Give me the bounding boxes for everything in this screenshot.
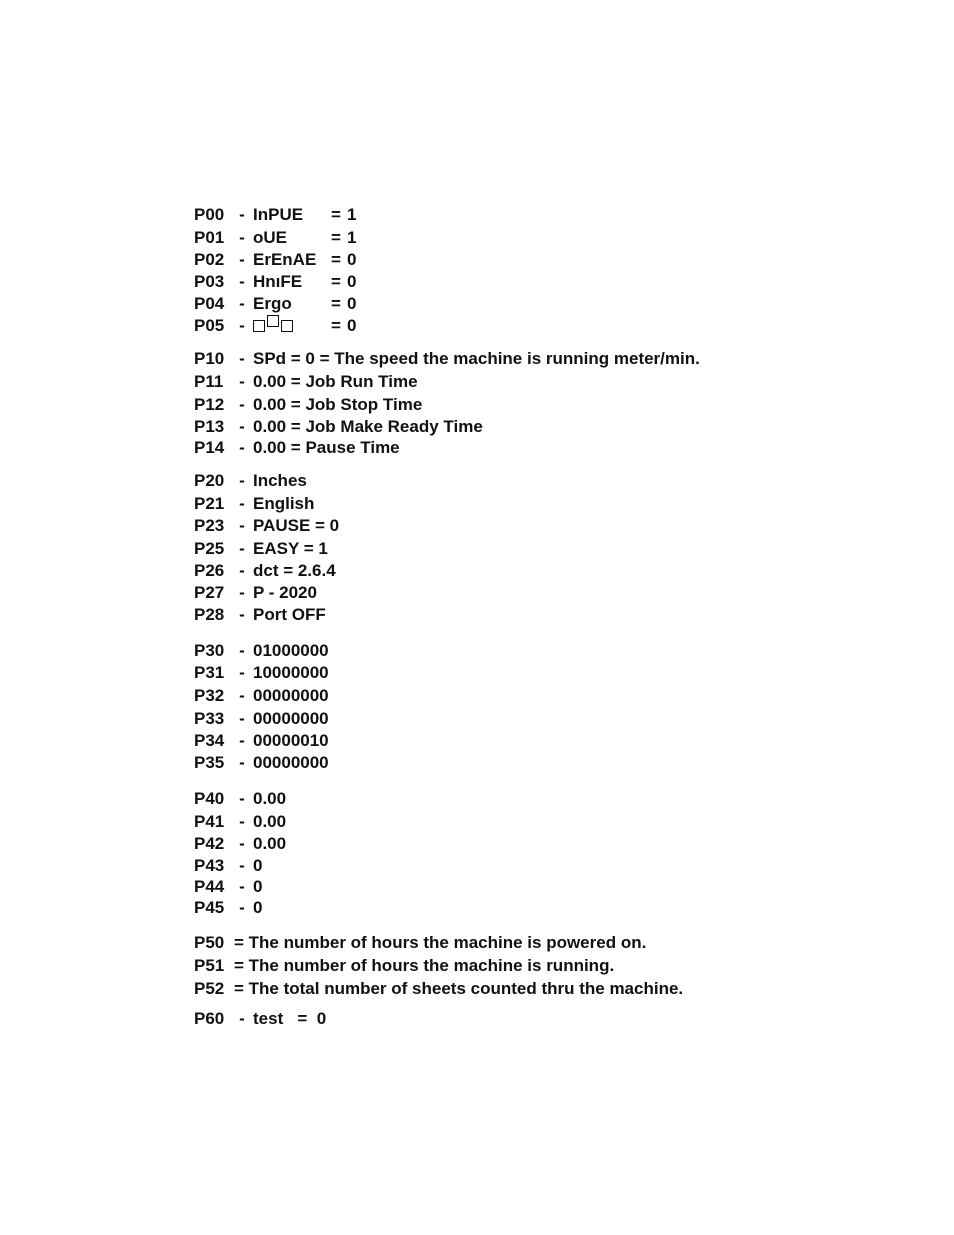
param-text: 10000000 [253,663,329,682]
param-row-p20 [194,470,307,492]
param-name: oUE [253,228,287,247]
param-row-p40 [194,788,286,810]
dash: - [239,753,245,772]
dash: - [239,438,245,457]
param-code: P33 [194,709,225,728]
param-row-p60 [194,1008,326,1030]
param-code: P60 [194,1009,225,1028]
dash: - [239,605,245,624]
param-code: P40 [194,789,225,808]
param-code: P42 [194,834,225,853]
dash: - [239,205,245,224]
param-code: P02 [194,250,225,269]
param-text: P - 2020 [253,583,317,602]
dash: - [239,250,245,269]
param-row-p27 [194,582,317,604]
equals-sign: = [331,272,341,291]
param-name: InPUE [253,205,304,224]
param-text: 00000000 [253,753,329,772]
param-row-p03 [194,271,356,293]
param-code: P45 [194,898,225,917]
dash: - [239,395,245,414]
param-code: P00 [194,205,225,224]
param-text: SPd = 0 = The speed the machine is running meter/min. [253,349,700,368]
param-row-p45 [194,897,262,919]
param-code: P35 [194,753,225,772]
param-value: 0 [346,294,357,313]
param-code: P25 [194,539,225,558]
param-text: 01000000 [253,641,329,660]
dash: - [239,789,245,808]
param-text: 0 [253,898,263,917]
param-text: 0.00 = Job Make Ready Time [253,417,483,436]
equals-sign: = [331,205,341,224]
equals-sign: = [331,250,341,269]
param-code: P28 [194,605,225,624]
param-text: test = 0 [253,1009,327,1028]
param-code: P13 [194,417,225,436]
equals-sign: = [331,294,341,313]
dash: - [239,294,245,313]
param-name: HnıFE [253,272,303,291]
param-code: P21 [194,494,225,513]
param-row-p10 [194,348,700,370]
param-value: 1 [346,205,357,224]
dash: - [239,834,245,853]
param-row-p23 [194,515,339,537]
param-value: 0 [346,250,357,269]
param-code: P14 [194,438,225,457]
param-row-p28 [194,604,326,626]
param-text: 0 [253,856,263,875]
param-text: Inches [253,471,307,490]
param-text: 0 [253,877,263,896]
dash: - [239,372,245,391]
param-value: 1 [346,228,357,247]
param-text: 0.00 [253,789,287,808]
dash: - [239,417,245,436]
param-text: 0.00 [253,834,287,853]
param-row-p43 [194,855,262,877]
param-row-p33 [194,708,329,730]
box-glyph-icon [267,315,279,327]
dash: - [239,1009,245,1028]
param-code: P31 [194,663,225,682]
param-text: 00000000 [253,709,329,728]
param-code: P05 [194,316,225,335]
param-text: 0.00 = Job Stop Time [253,395,423,414]
param-code: P12 [194,395,225,414]
param-name: ErEnAE [253,250,317,269]
param-text: Port OFF [253,605,326,624]
param-code: P34 [194,731,225,750]
param-text: 0.00 [253,812,287,831]
dash: - [239,471,245,490]
dash: - [239,494,245,513]
param-row-p01 [194,227,356,249]
param-code: P43 [194,856,225,875]
param-code: P26 [194,561,225,580]
param-code: P23 [194,516,225,535]
param-row-p12 [194,394,422,416]
param-text: = The total number of sheets counted thru the machine. [234,979,684,998]
param-text: 00000010 [253,731,329,750]
box-glyph-icon [281,320,293,332]
param-row-p30 [194,640,329,662]
param-code: P04 [194,294,225,313]
param-row-p50 [194,932,646,954]
param-text: dct = 2.6.4 [253,561,336,580]
param-row-p31 [194,662,329,684]
param-row-p11 [194,371,418,393]
box-glyph-icon [253,320,265,332]
param-code: P44 [194,877,225,896]
param-row-p34 [194,730,329,752]
dash: - [239,316,245,335]
dash: - [239,856,245,875]
param-row-p02 [194,249,356,271]
param-code: P51 [194,956,225,975]
param-text: 0.00 = Pause Time [253,438,400,457]
param-row-p14 [194,437,400,459]
dash: - [239,349,245,368]
param-code: P27 [194,583,225,602]
param-code: P41 [194,812,225,831]
param-row-p32 [194,685,329,707]
param-code: P11 [194,372,224,391]
dash: - [239,516,245,535]
param-code: P52 [194,979,225,998]
param-row-p25 [194,538,328,560]
param-row-p41 [194,811,286,833]
dash: - [239,641,245,660]
param-text: = The number of hours the machine is running. [234,956,615,975]
param-row-p21 [194,493,314,515]
param-row-p05 [194,315,356,337]
dash: - [239,812,245,831]
equals-sign: = [331,316,341,335]
param-row-p26 [194,560,336,582]
param-code: P50 [194,933,225,952]
param-code: P01 [194,228,225,247]
dash: - [239,709,245,728]
equals-sign: = [331,228,341,247]
dash: - [239,272,245,291]
param-name: Ergo [253,294,292,313]
dash: - [239,731,245,750]
param-row-p51 [194,955,614,977]
dash: - [239,898,245,917]
dash: - [239,663,245,682]
param-code: P30 [194,641,225,660]
three-box-glyph-icon [253,315,325,337]
dash: - [239,877,245,896]
param-value: 0 [346,272,357,291]
param-value: 0 [346,316,357,335]
param-code: P32 [194,686,225,705]
param-text: English [253,494,315,513]
param-row-p00 [194,204,356,226]
dash: - [239,539,245,558]
param-code: P10 [194,349,225,368]
param-row-p13 [194,416,483,438]
dash: - [239,686,245,705]
dash: - [239,561,245,580]
param-text: EASY = 1 [253,539,328,558]
param-row-p35 [194,752,329,774]
param-row-p42 [194,833,286,855]
dash: - [239,228,245,247]
param-row-p04 [194,293,356,315]
param-row-p44 [194,876,262,898]
param-text: PAUSE = 0 [253,516,340,535]
param-code: P03 [194,272,225,291]
param-text: = The number of hours the machine is powered on. [234,933,647,952]
param-code: P20 [194,471,225,490]
dash: - [239,583,245,602]
param-text: 0.00 = Job Run Time [253,372,418,391]
param-row-p52 [194,978,683,1000]
param-text: 00000000 [253,686,329,705]
